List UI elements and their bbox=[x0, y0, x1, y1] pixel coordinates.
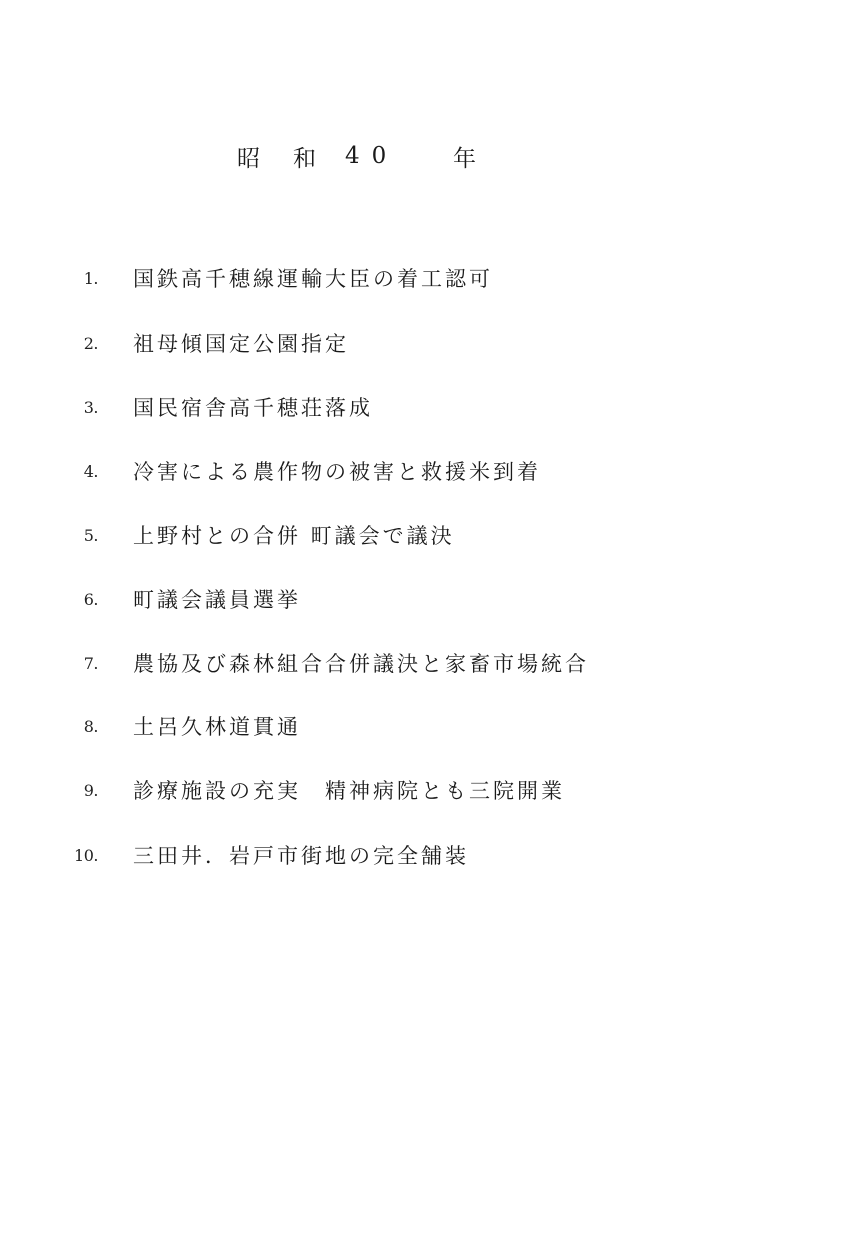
list-item-text: 土呂久林道貫通 bbox=[133, 715, 301, 739]
list-item-number: 10. bbox=[74, 845, 98, 865]
list-item-number: 6. bbox=[83, 589, 98, 609]
list-item-number: 4. bbox=[83, 461, 98, 481]
title-year: 40 bbox=[345, 143, 399, 169]
list-item bbox=[0, 706, 868, 746]
list-item bbox=[0, 451, 868, 491]
list-item bbox=[0, 258, 868, 298]
title-suffix: 年 bbox=[453, 145, 476, 172]
list-item-text: 農協及び森林組合合併議決と家畜市場統合 bbox=[133, 652, 589, 676]
list-item bbox=[0, 387, 868, 427]
list-item bbox=[0, 515, 868, 555]
list-item-text: 上野村との合併 町議会で議決 bbox=[133, 524, 455, 548]
title-era-char-1: 昭 bbox=[237, 145, 260, 172]
list-item bbox=[0, 323, 868, 363]
list-item-text: 冷害による農作物の被害と救援米到着 bbox=[133, 460, 541, 484]
list-item-number: 8. bbox=[83, 716, 98, 736]
list-item-text: 国鉄高千穂線運輸大臣の着工認可 bbox=[133, 267, 493, 291]
list-item-text: 祖母傾国定公園指定 bbox=[133, 332, 349, 356]
list-item bbox=[0, 643, 868, 683]
list-item-number: 9. bbox=[83, 780, 98, 800]
list-item-number: 5. bbox=[83, 525, 98, 545]
list-item bbox=[0, 835, 868, 875]
list-item-number: 1. bbox=[83, 268, 98, 288]
list-item-text: 三田井．岩戸市街地の完全舗装 bbox=[133, 844, 469, 868]
title-era-char-2: 和 bbox=[293, 145, 316, 172]
list-item-number: 2. bbox=[83, 333, 98, 353]
list-item-number: 7. bbox=[83, 653, 98, 673]
list-item-text: 国民宿舎高千穂荘落成 bbox=[133, 396, 373, 420]
list-item-text: 町議会議員選挙 bbox=[133, 588, 301, 612]
list-item bbox=[0, 770, 868, 810]
list-item-text: 診療施設の充実 精神病院とも三院開業 bbox=[133, 779, 565, 803]
list-item-number: 3. bbox=[83, 397, 98, 417]
list-item bbox=[0, 579, 868, 619]
page-title bbox=[237, 136, 483, 176]
